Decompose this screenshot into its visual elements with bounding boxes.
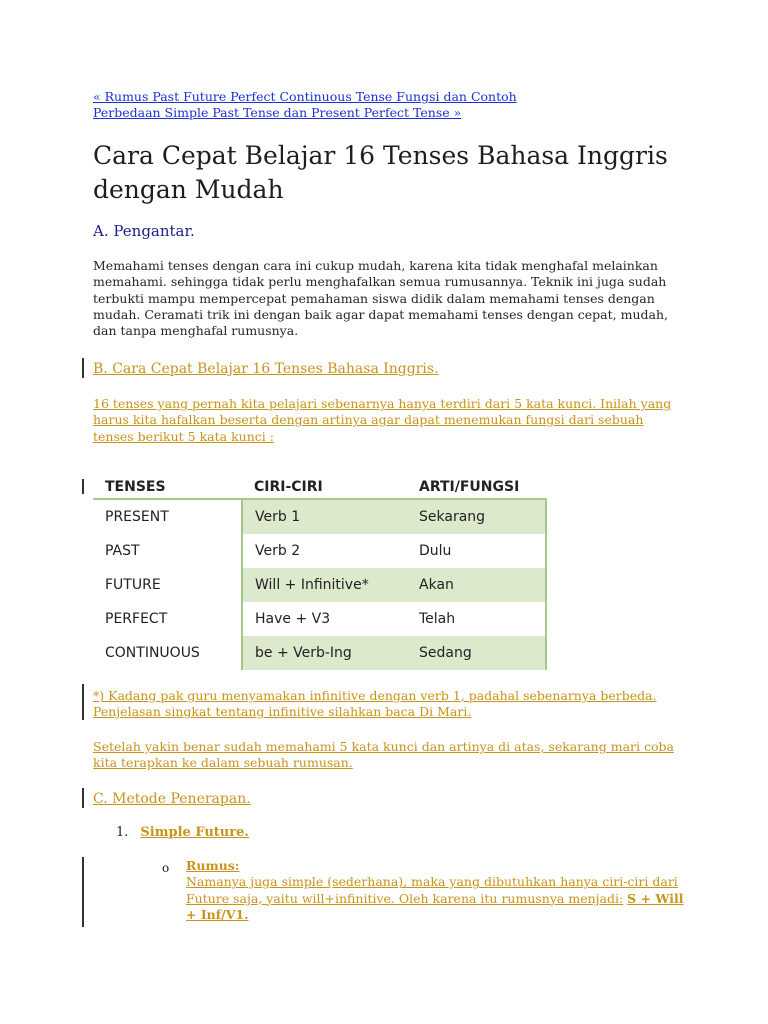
next-post-link[interactable]: Perbedaan Simple Past Tense dan Present Perfect Tense »: [93, 105, 462, 120]
page-title: Cara Cepat Belajar 16 Tenses Bahasa Inggris dengan Mudah: [93, 141, 668, 204]
section-b-paragraph: 16 tenses yang pernah kita pelajari sebenarnya hanya terdiri dari 5 kata kunci. Inilah yang harus kita hafalkan beserta dengan artinya agar dapat menemukan fungsi dari sebuah tenses berikut 5 kata kunci :: [93, 396, 672, 444]
rumus-block: [186, 858, 686, 923]
revision-bar: [82, 479, 84, 494]
table-header-cell: TENSES: [93, 476, 242, 499]
table-header-row: [93, 476, 546, 499]
table-cell: Will + Infinitive*: [242, 568, 407, 602]
list-item-simple-future: [116, 825, 249, 840]
table-row: [93, 534, 546, 568]
section-a-paragraph: Memahami tenses dengan cara ini cukup mudah, karena kita tidak menghafal melainkan memahami. sehingga tidak perlu menghafalkan semua rumusannya. Teknik ini juga sudah terbukti mampu mempercepat pemahaman siswa didik dalam memahami tenses dengan mudah. Ceramati trik ini dengan baik agar dapat memahami tenses dengan cepat, mudah, dan tanpa menghafal rumusnya.: [93, 258, 668, 339]
table-cell: Have + V3: [242, 602, 407, 636]
revision-bar: [82, 788, 84, 808]
table-row: [93, 499, 546, 534]
table-cell: Verb 1: [242, 499, 407, 534]
section-c-heading: C. Metode Penerapan.: [93, 791, 251, 807]
table-header-cell: ARTI/FUNGSI: [407, 476, 546, 499]
table-row: [93, 636, 546, 670]
circle-bullet-icon: o: [162, 861, 170, 875]
table-cell: Sedang: [407, 636, 546, 670]
rumus-text: Namanya juga simple (sederhana), maka yang dibutuhkan hanya ciri-ciri dari Future saja, yaitu will+infinitive. Oleh karena itu rumusnya menjadi:: [186, 874, 678, 906]
table-cell: CONTINUOUS: [105, 645, 200, 661]
table-cell: Dulu: [407, 534, 546, 568]
table-cell: PRESENT: [105, 509, 169, 525]
revision-bar: [82, 684, 84, 720]
list-item-label: Simple Future.: [140, 825, 249, 840]
rumus-label: Rumus:: [186, 858, 240, 873]
transition-paragraph: Setelah yakin benar sudah memahami 5 kata kunci dan artinya di atas, sekarang mari coba kita terapkan ke dalam sebuah rumusan.: [93, 739, 674, 771]
table-cell: be + Verb-Ing: [242, 636, 407, 670]
table-cell: FUTURE: [105, 577, 161, 593]
list-number: 1.: [116, 825, 129, 840]
table-cell: PAST: [105, 543, 140, 559]
table-row: [93, 568, 546, 602]
revision-bar: [82, 857, 84, 927]
table-cell: Akan: [407, 568, 546, 602]
rumus-formula: S + Will + Inf/V1.: [186, 890, 684, 922]
table-cell: PERFECT: [105, 611, 168, 627]
tenses-table: [93, 476, 547, 670]
revision-bar: [82, 358, 84, 378]
section-a-heading: A. Pengantar.: [93, 222, 195, 240]
table-header-cell: CIRI-CIRI: [242, 476, 407, 499]
section-b-heading: B. Cara Cepat Belajar 16 Tenses Bahasa Inggris.: [93, 361, 439, 377]
table-row: [93, 602, 546, 636]
infinitive-note: *) Kadang pak guru menyamakan infinitive dengan verb 1, padahal sebenarnya berbeda. Penjelasan singkat tentang infinitive silahkan baca Di Mari.: [93, 688, 657, 720]
prev-post-link[interactable]: « Rumus Past Future Perfect Continuous Tense Fungsi dan Contoh: [93, 89, 517, 104]
post-navigation: [93, 89, 517, 121]
table-cell: Telah: [407, 602, 546, 636]
table-cell: Sekarang: [407, 499, 546, 534]
table-cell: Verb 2: [242, 534, 407, 568]
